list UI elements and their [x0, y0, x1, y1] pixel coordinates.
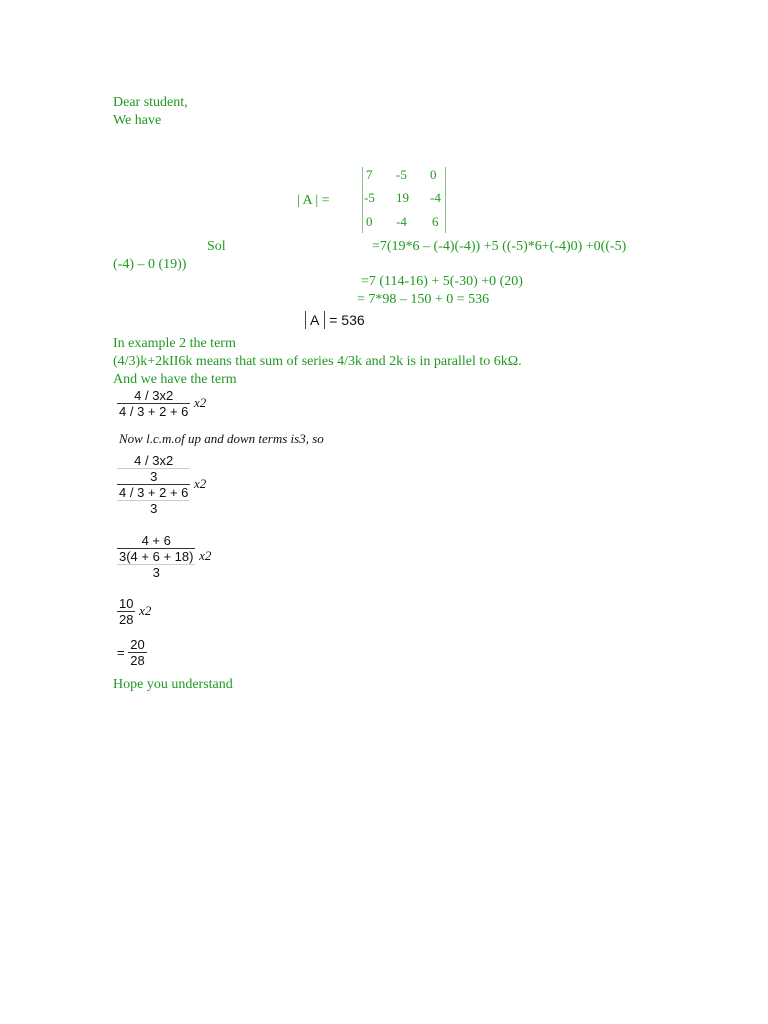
expr4-denominator: 28 [119, 612, 134, 627]
solution-line-3: = 7*98 – 150 + 0 = 536 [357, 292, 490, 307]
matrix-cell: 0 [430, 167, 437, 182]
determinant-matrix [362, 167, 446, 233]
det-value: = 536 [329, 312, 365, 328]
expr5-denominator: 28 [130, 653, 145, 668]
matrix-cell: 6 [432, 214, 439, 229]
matrix-cell: -5 [364, 190, 375, 205]
expr2-num-top: 4 / 3x2 [134, 453, 174, 468]
expression-2 [117, 453, 206, 516]
expression-5 [117, 637, 147, 668]
expr1-denominator: 4 / 3 + 2 + 6 [119, 404, 189, 419]
expr2-multiplier: x2 [194, 475, 207, 491]
expression-1 [117, 388, 206, 419]
expression-3 [117, 533, 211, 580]
expr4-numerator: 10 [119, 596, 134, 611]
intro-text: We have [113, 113, 162, 128]
expression-4 [117, 596, 151, 627]
expr2-den-top: 4 / 3 + 2 + 6 [119, 485, 189, 500]
solution-line-2: =7 (114-16) + 5(-30) +0 (20) [361, 274, 523, 289]
expr2-num-bottom: 3 [117, 468, 190, 484]
expr5-equals: = [117, 645, 125, 660]
matrix-cell: -5 [396, 167, 407, 182]
expr1-multiplier: x2 [194, 394, 207, 410]
matrix-cell: 7 [366, 167, 373, 182]
sol-label: Sol [207, 239, 226, 254]
det-abs-label: A [305, 311, 325, 329]
expr3-den-top: 3(4 + 6 + 18) [119, 549, 194, 564]
expr5-numerator: 20 [130, 637, 145, 652]
example-line-2: (4/3)k+2kII6k means that sum of series 4/3k and 2k is in parallel to 6kΩ. [113, 354, 522, 369]
expr3-den-bottom: 3 [117, 564, 195, 580]
matrix-label: | A | = [297, 193, 330, 208]
solution-line-1a: =7(19*6 – (-4)(-4)) +5 ((-5)*6+(-4)0) +0((-5) [372, 239, 627, 254]
example-line-3: And we have the term [113, 372, 237, 387]
determinant-result [305, 311, 365, 331]
expr2-den-bottom: 3 [117, 500, 190, 516]
greeting-text: Dear student, [113, 95, 188, 110]
matrix-cell: -4 [430, 190, 441, 205]
matrix-cell: -4 [396, 214, 407, 229]
solution-line-1b: (-4) – 0 (19)) [113, 257, 187, 272]
example-line-1: In example 2 the term [113, 336, 236, 351]
expr1-numerator: 4 / 3x2 [134, 388, 174, 403]
lcm-note: Now l.c.m.of up and down terms is3, so [119, 431, 324, 446]
expr3-multiplier: x2 [199, 547, 212, 563]
matrix-cell: 0 [366, 214, 373, 229]
closing-text: Hope you understand [113, 677, 233, 692]
matrix-cell: 19 [396, 190, 409, 205]
expr4-multiplier: x2 [139, 602, 152, 618]
expr3-numerator: 4 + 6 [141, 533, 171, 548]
